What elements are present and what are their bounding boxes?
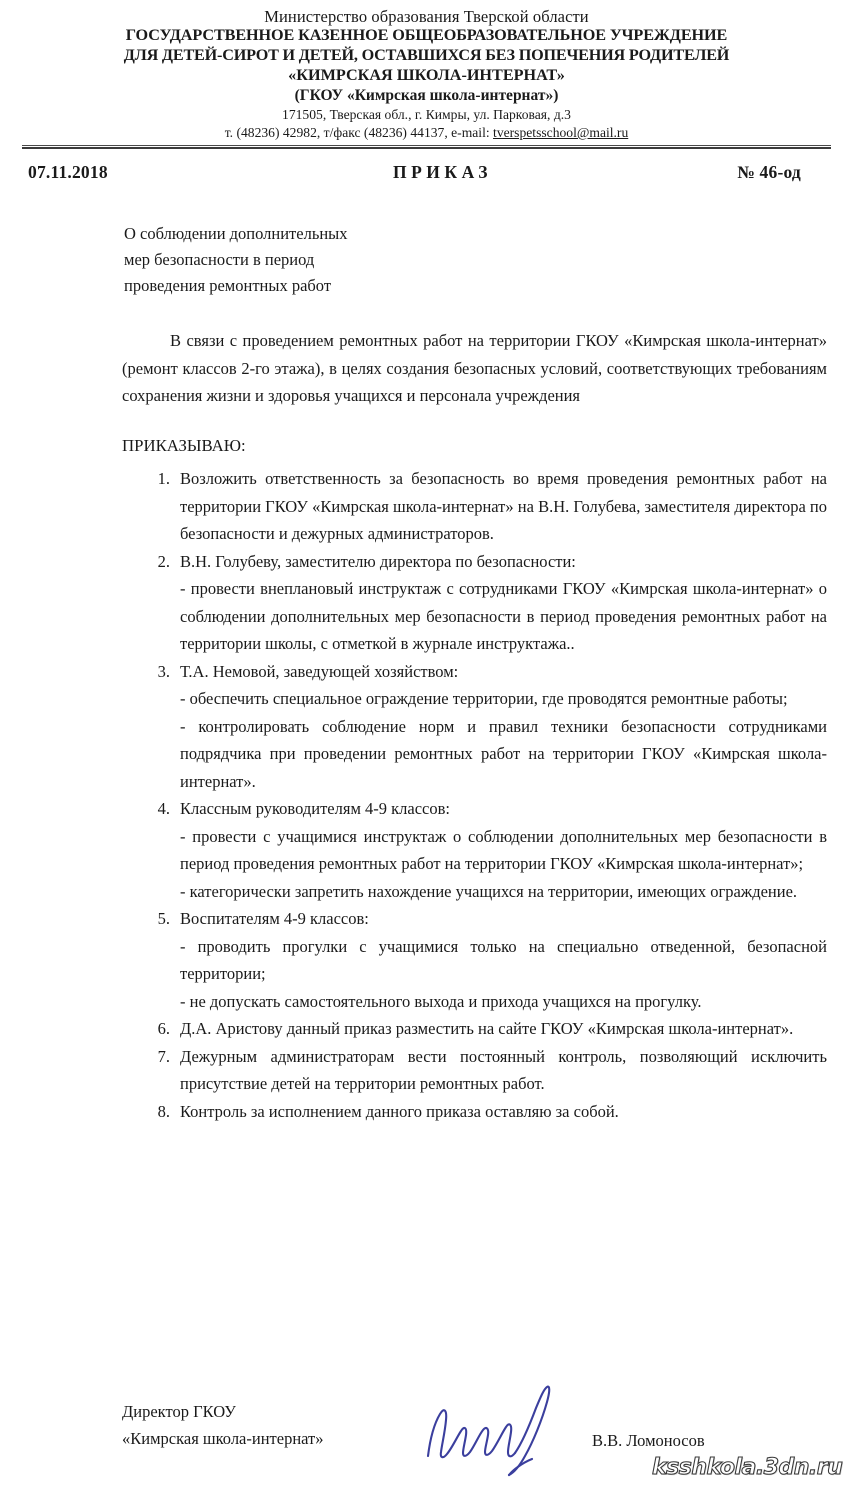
organization-address: 171505, Тверская обл., г. Кимры, ул. Парковая, д.3 [282,107,571,122]
subject-line-2: мер безопасности в период [124,250,315,269]
subject-line-3: проведения ремонтных работ [124,276,332,295]
item-number: 5. [157,909,170,928]
item-subpoint: - контролировать соблюдение норм и правил техники безопасности сотрудниками подрядчика при проведении ремонтных работ на территории ГКОУ «Кимрская школа-интернат». [180,716,827,791]
letterhead [0,0,853,142]
order-items-list [122,465,827,1125]
signature-icon [414,1380,589,1480]
handwritten-signature [422,1398,592,1458]
email-link[interactable]: tverspetsschool@mail.ru [493,125,629,140]
item-subpoint: - проводить прогулки с учащимися только на специально отведенной, безопасной территории; [180,936,827,983]
item-text: Возложить ответственность за безопасность во время проведения ремонтных работ на территории ГКОУ «Кимрская школа-интернат» на В.Н. Голубева, заместителя директора по безопасности и дежурных администраторов. [180,469,827,543]
contacts-phone-fax: т. (48236) 42982, т/факс (48236) 44137, e-mail: [224,125,494,140]
order-item [122,1015,827,1043]
item-text: Т.А. Немовой, заведующей хозяйством: [180,661,459,681]
ministry-line: Министерство образования Тверской области [264,7,589,26]
signature-block [122,1398,822,1458]
item-text: Дежурным администраторам вести постоянный контроль, позволяющий исключить присутствие детей на территории ремонтных работ. [180,1046,827,1093]
item-text: Контроль за исполнением данного приказа оставляю за собой. [180,1101,619,1121]
subject-block [124,221,853,299]
organization-name: «КИМРСКАЯ ШКОЛА-ИНТЕРНАТ» [288,66,565,84]
order-number: № 46-од [737,162,801,182]
order-item [122,465,827,548]
item-subpoint: - обеспечить специальное ограждение территории, где проводятся ремонтные работы; [180,689,788,708]
organization-contacts [28,124,825,142]
order-item [122,795,827,905]
order-item [122,1098,827,1126]
order-verb: ПРИКАЗЫВАЮ: [122,435,246,455]
signer-name: В.В. Ломоносов [592,1431,705,1450]
order-item [122,548,827,658]
item-text: Классным руководителям 4-9 классов: [180,799,450,818]
item-number: 1. [157,469,170,488]
order-item [122,658,827,796]
site-watermark: ksshkola.3dn.ru [652,1455,843,1480]
item-number: 3. [157,661,170,681]
intro-paragraph: В связи с проведением ремонтных работ на территории ГКОУ «Кимрская школа-интернат» (ремонт классов 2-го этажа), в целях создания безопасных условий, соответствующих требованиям сохранения жизни и здоровья учащихся и персонала учреждения [122,331,827,405]
subject-line-1: О соблюдении дополнительных [124,224,348,243]
organization-line-2: ДЛЯ ДЕТЕЙ-СИРОТ И ДЕТЕЙ, ОСТАВШИХСЯ БЕЗ ПОПЕЧЕНИЯ РОДИТЕЛЕЙ [123,45,730,64]
item-text: Д.А. Аристову данный приказ разместить на сайте ГКОУ «Кимрская школа-интернат». [180,1019,794,1038]
item-subpoint: - провести внеплановый инструктаж с сотрудниками ГКОУ «Кимрская школа-интернат» о соблюдении дополнительных мер безопасности в период проведения ремонтных работ на территории школы, с отметкой в журнале инструктажа.. [180,579,827,653]
signer-title-line-1: Директор ГКОУ [122,1402,236,1421]
organization-line-1: ГОСУДАРСТВЕННОЕ КАЗЕННОЕ ОБЩЕОБРАЗОВАТЕЛЬНОЕ УЧРЕЖДЕНИЕ [125,26,728,44]
divider-thick-line [22,147,831,149]
order-item [122,905,827,1015]
order-date: 07.11.2018 [28,162,108,182]
item-text: В.Н. Голубеву, заместителю директора по безопасности: [180,551,576,571]
item-number: 6. [157,1019,170,1038]
item-text: Воспитателям 4-9 классов: [180,909,369,928]
document-body [122,327,827,1125]
item-subpoint: - не допускать самостоятельного выхода и прихода учащихся на прогулку. [180,991,702,1011]
item-number: 7. [157,1046,170,1066]
signer-title-line-2: «Кимрская школа-интернат» [122,1429,324,1448]
order-header-row [0,150,853,183]
item-number: 8. [157,1101,170,1121]
item-number: 4. [157,799,170,818]
signer-title [122,1398,422,1452]
organization-short-name: (ГКОУ «Кимрская школа-интернат») [294,87,559,104]
order-item [122,1043,827,1098]
item-subpoint: - провести с учащимися инструктаж о соблюдении дополнительных мер безопасности в период проведения ремонтных работ на территории ГКОУ «Кимрская школа-интернат»; [180,826,827,873]
item-subpoint: - категорически запретить нахождение учащихся на территории, имеющих ограждение. [180,881,798,901]
order-word: ПРИКАЗ [392,162,493,182]
item-number: 2. [157,551,170,571]
